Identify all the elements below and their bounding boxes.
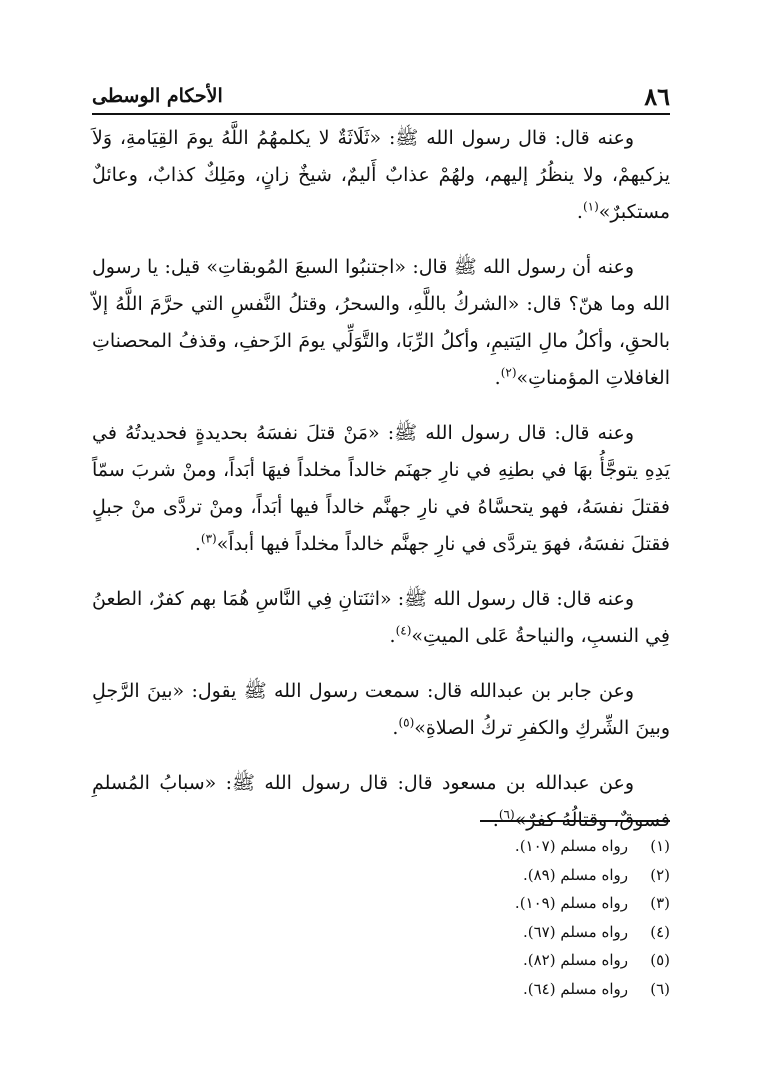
footnote-item — [370, 832, 670, 861]
footnote-number: (٦) — [650, 979, 670, 998]
footnote-text: رواه مسلم (٨٩). — [522, 865, 628, 884]
footnote-number: (٣) — [650, 894, 670, 913]
hadith-paragraph: وعنه قال: قال رسول الله ﷺ: «مَنْ قتلَ نفسَهُ بحديدةٍ فحديدتُهُ في يَدِهِ يتوجَّأُ بهَا في بطنِهِ في نارِ جهنَم خالداً مخلداً فيهَا أبَداً، ومنْ شربَ سمّاً فقتلَ نفسَهُ، فهو يتحسَّاهُ في نارِ جهنَّم خالداً فيها أبَداً، ومنْ تردَّى منْ جبلٍ فقتلَ نفسَهُ، فهوَ يتردَّى في نارِ جهنَّم خالداً مخلداً فيها أبداً»$^{(٣)}$. — [92, 422, 670, 555]
paragraph-text: وعن عبدالله بن مسعود قال: قال رسول الله ﷺ: «سبابُ المُسلمِ فسوقٌ، وقتالُهُ كفرٌ» — [92, 772, 670, 831]
paragraph-text: وعنه قال: قال رسول الله ﷺ: «ثَلَاثَةٌ لا يكلمهُمُ اللَّهُ يومَ القِيَامةِ، وَلاَ يزكيهمْ، ولا ينظُرُ إليهم، ولهُمْ عذابٌ أَليمٌ، شيخٌ زانٍ، ومَلِكٌ كذابٌ، وعائلٌ مستكبرٌ» — [92, 127, 670, 223]
hadith-paragraph: وعن عبدالله بن مسعود قال: قال رسول الله ﷺ: «سبابُ المُسلمِ فسوقٌ، وقتالُهُ كفرٌ»$^{(٦)}$. — [92, 772, 670, 831]
hadith-paragraph: وعنه قال: قال رسول الله ﷺ: «اثنَتانِ فِي النَّاسِ هُمَا بهم كفرٌ، الطعنُ فِي النسبِ، والنياحةُ عَلى الميتِ»$^{(٤)}$. — [92, 588, 670, 647]
hadith-paragraph: وعنه قال: قال رسول الله ﷺ: «ثَلَاثَةٌ لا يكلمهُمُ اللَّهُ يومَ القِيَامةِ، وَلاَ يزكيهمْ، ولا ينظُرُ إليهم، ولهُمْ عذابٌ أَليمٌ، شيخٌ زانٍ، ومَلِكٌ كذابٌ، وعائلٌ مستكبرٌ»$^{(١)}$. — [92, 127, 670, 223]
footnote-item — [370, 975, 670, 1004]
footnote-number: (٤) — [650, 922, 670, 941]
footnote-text: رواه مسلم (١٠٩). — [514, 894, 628, 913]
footnote-text: رواه مسلم (٦٧). — [522, 922, 628, 941]
footnote-text: رواه مسلم (١٠٧). — [514, 837, 628, 855]
main-text — [92, 120, 670, 839]
footnote-item — [370, 889, 670, 918]
running-title: الأحكام الوسطى — [92, 85, 223, 107]
footnote-number: (٢) — [650, 865, 670, 884]
footnote-ref: (٣) — [200, 531, 217, 546]
paragraph-text: وعنه قال: قال رسول الله ﷺ: «اثنَتانِ فِي النَّاسِ هُمَا بهم كفرٌ، الطعنُ فِي النسبِ، والنياحةُ عَلى الميتِ» — [92, 588, 670, 647]
hadith-paragraph: وعنه أن رسول الله ﷺ قال: «اجتنبُوا السبعَ المُوبقاتِ» قيل: يا رسول الله وما هنّ؟ قال: «الشركُ باللَّهِ، والسحرُ، وقتلُ النَّفسِ التي حرَّمَ اللَّهُ إلاّ بالحقِ، وأكلُ مالِ اليَتيمِ، وأكلُ الرِّبَا، والتَّوَلِّي يومَ الزَحفِ، وقذفُ المحصناتِ الغافلاتِ المؤمناتِ»$^{(٢)}$. — [92, 256, 670, 389]
footnote-text: رواه مسلم (٦٤). — [522, 979, 628, 998]
footnote-number: (١) — [650, 837, 670, 855]
footnote-separator — [480, 820, 670, 822]
hadith-paragraph: وعن جابر بن عبدالله قال: سمعت رسول الله ﷺ يقول: «بينَ الرَّجلِ وبينَ الشِّركِ والكفرِ تركُ الصلاةِ»$^{(٥)}$. — [92, 680, 670, 739]
footnote-text: رواه مسلم (٨٢). — [522, 951, 628, 970]
footnote-item — [370, 918, 670, 947]
footnote-number: (٥) — [650, 951, 670, 970]
footnote-item — [370, 946, 670, 975]
footnote-ref: (٢) — [500, 365, 517, 380]
paragraph-text: وعنه قال: قال رسول الله ﷺ: «مَنْ قتلَ نفسَهُ بحديدةٍ فحديدتُهُ في يَدِهِ يتوجَّأُ بهَا في بطنِهِ في نارِ جهنَم خالداً مخلداً فيهَا أبَداً، ومنْ شربَ سمّاً فقتلَ نفسَهُ، فهو يتحسَّاهُ في نارِ جهنَّم خالداً فيها أبَداً، ومنْ تردَّى منْ جبلٍ فقتلَ نفسَهُ، فهوَ يتردَّى في نارِ جهنَّم خالداً مخلداً فيها أبداً» — [92, 422, 670, 555]
footnote-item — [370, 861, 670, 890]
paragraph-text: وعن جابر بن عبدالله قال: سمعت رسول الله ﷺ يقول: «بينَ الرَّجلِ وبينَ الشِّركِ والكفرِ تركُ الصلاةِ» — [92, 680, 670, 739]
page-number: ٨٦ — [644, 81, 670, 111]
page-header — [92, 78, 670, 114]
paragraph-text: وعنه أن رسول الله ﷺ قال: «اجتنبُوا السبعَ المُوبقاتِ» قيل: يا رسول الله وما هنّ؟ قال: «الشركُ باللَّهِ، والسحرُ، وقتلُ النَّفسِ التي حرَّمَ اللَّهُ إلاّ بالحقِ، وأكلُ مالِ اليَتيمِ، وأكلُ الرِّبَا، والتَّوَلِّي يومَ الزَحفِ، وقذفُ المحصناتِ الغافلاتِ المؤمناتِ» — [92, 256, 670, 389]
footnote-ref: (٤) — [395, 623, 412, 638]
header-rule — [92, 113, 670, 115]
footnote-ref: (٦) — [498, 807, 515, 822]
footnote-ref: (٥) — [398, 715, 415, 730]
footnote-ref: (١) — [582, 199, 599, 214]
footnotes-list — [370, 832, 670, 1004]
